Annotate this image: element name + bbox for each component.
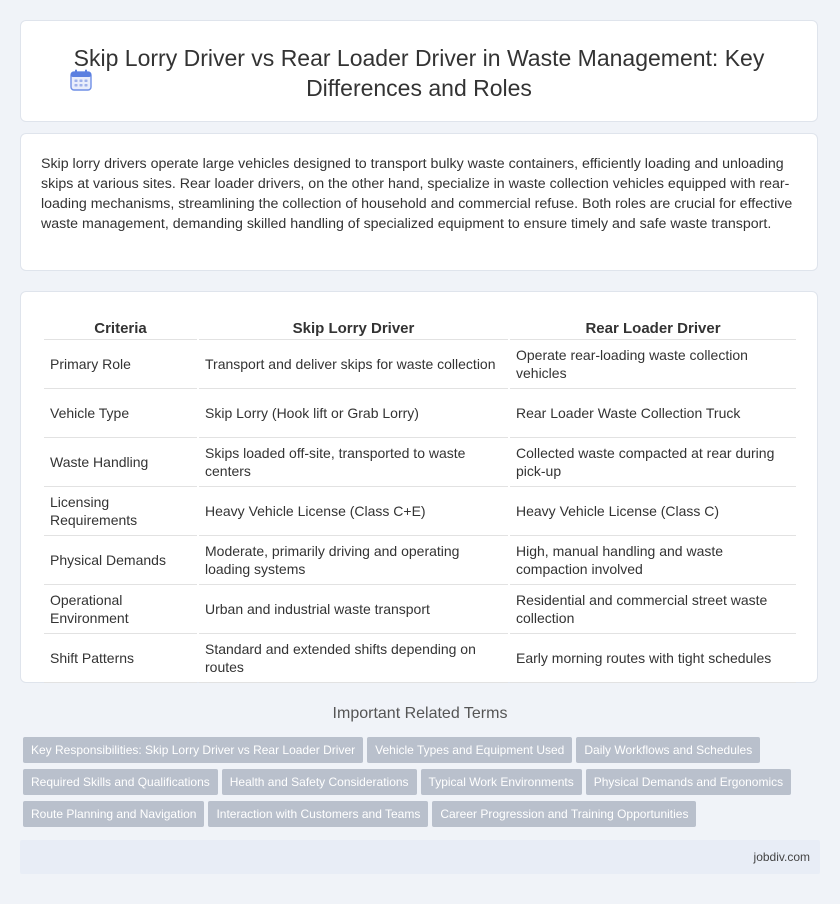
criteria-cell: Vehicle Type [44,389,197,438]
skip-lorry-cell: Standard and extended shifts depending on routes [199,634,508,683]
skip-lorry-cell: Moderate, primarily driving and operating loading systems [199,536,508,585]
related-terms-heading: Important Related Terms [332,705,508,722]
header-skip-lorry-driver: Skip Lorry Driver [199,317,508,340]
skip-lorry-cell: Heavy Vehicle License (Class C+E) [199,487,508,536]
criteria-cell: Licensing Requirements [44,487,197,536]
rear-loader-cell: Operate rear-loading waste collection vehicles [510,340,796,389]
criteria-cell: Shift Patterns [44,634,197,683]
table-row [44,585,796,634]
rear-loader-cell: Residential and commercial street waste collection [510,585,796,634]
table-row [44,438,796,487]
related-term-tag[interactable]: Required Skills and Qualifications [23,769,218,795]
comparison-card [20,291,818,683]
comparison-table [42,317,798,683]
skip-lorry-cell: Urban and industrial waste transport [199,585,508,634]
related-term-tag[interactable]: Daily Workflows and Schedules [576,737,760,763]
page-title: Skip Lorry Driver vs Rear Loader Driver in Waste Management: Key Differences and Roles [73,45,765,101]
table-row [44,634,796,683]
skip-lorry-cell: Skip Lorry (Hook lift or Grab Lorry) [199,389,508,438]
related-term-tag[interactable]: Vehicle Types and Equipment Used [367,737,572,763]
title-card [20,20,818,122]
intro-paragraph: Skip lorry drivers operate large vehicles designed to transport bulky waste containers, efficiently loading and unloading skips at various sites. Rear loader drivers, on the other hand, specialize in waste collection vehicles equipped with rear-loading mechanisms, streamlining the collection of household and commercial refuse. Both roles are crucial for effective waste management, demanding skilled handling of specialized equipment to ensure timely and safe waste transport. [41,156,793,232]
header-rear-loader-driver: Rear Loader Driver [510,317,796,340]
related-term-tag[interactable]: Interaction with Customers and Teams [208,801,428,827]
rear-loader-cell: Heavy Vehicle License (Class C) [510,487,796,536]
criteria-cell: Physical Demands [44,536,197,585]
table-header-row [44,317,796,340]
rear-loader-cell: High, manual handling and waste compaction involved [510,536,796,585]
footer-site-link[interactable]: jobdiv.com [753,850,810,864]
table-row [44,487,796,536]
skip-lorry-cell: Skips loaded off-site, transported to waste centers [199,438,508,487]
table-row [44,340,796,389]
related-term-tag[interactable]: Key Responsibilities: Skip Lorry Driver vs Rear Loader Driver [23,737,363,763]
rear-loader-cell: Early morning routes with tight schedules [510,634,796,683]
criteria-cell: Waste Handling [44,438,197,487]
related-term-tag[interactable]: Career Progression and Training Opportunities [432,801,696,827]
intro-card [20,133,818,271]
related-terms-list [23,737,823,833]
header-criteria: Criteria [44,317,197,340]
table-row [44,536,796,585]
criteria-cell: Operational Environment [44,585,197,634]
skip-lorry-cell: Transport and deliver skips for waste collection [199,340,508,389]
related-term-tag[interactable]: Physical Demands and Ergonomics [586,769,791,795]
related-term-tag[interactable]: Health and Safety Considerations [222,769,417,795]
related-term-tag[interactable]: Typical Work Environments [421,769,582,795]
table-row [44,389,796,438]
rear-loader-cell: Rear Loader Waste Collection Truck [510,389,796,438]
related-term-tag[interactable]: Route Planning and Navigation [23,801,204,827]
footer-bar [20,840,820,874]
rear-loader-cell: Collected waste compacted at rear during pick-up [510,438,796,487]
criteria-cell: Primary Role [44,340,197,389]
